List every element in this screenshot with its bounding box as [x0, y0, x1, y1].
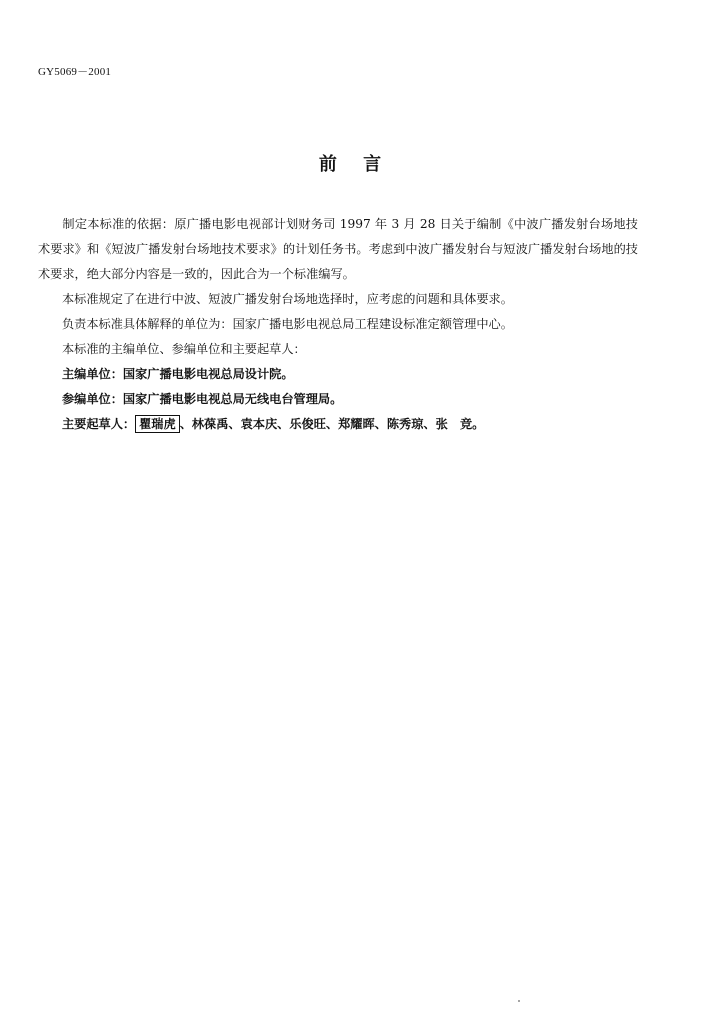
- co-editor-unit: 参编单位：国家广播电影电视总局无线电台管理局。: [62, 392, 343, 406]
- paragraph-editors-intro: 本标准的主编单位、参编单位和主要起草人：: [62, 342, 306, 356]
- boxed-drafter-name: 瞿瑞虎: [135, 415, 180, 433]
- chief-editor-unit: 主编单位：国家广播电影电视总局设计院。: [62, 367, 294, 381]
- standard-code: GY5069－2001: [38, 66, 112, 78]
- preface-body: [38, 212, 638, 437]
- paragraph-basis: 制定本标准的依据：原广播电影电视部计划财务司 1997 年 3 月 28 日关于编制《中波广播发射台场地技术要求》和《短波广播发射台场地技术要求》的计划任务书。考虑到中波广播发射台与短波广播发射台场地的技术要求，绝大部分内容是一致的，因此合为一个标准编写。: [38, 217, 638, 281]
- page-title: 前 言: [318, 154, 392, 175]
- paragraph-interpretation: 负责本标准具体解释的单位为：国家广播电影电视总局工程建设标准定额管理中心。: [62, 317, 513, 331]
- other-drafters: 、林葆禹、袁本庆、乐俊旺、郑耀晖、陈秀琼、张 竞。: [179, 417, 485, 431]
- paragraph-scope: 本标准规定了在进行中波、短波广播发射台场地选择时，应考虑的问题和具体要求。: [62, 292, 513, 306]
- drafters-line: [38, 412, 638, 437]
- drafters-label: 主要起草人：: [62, 417, 136, 431]
- scan-speck: [518, 1000, 520, 1002]
